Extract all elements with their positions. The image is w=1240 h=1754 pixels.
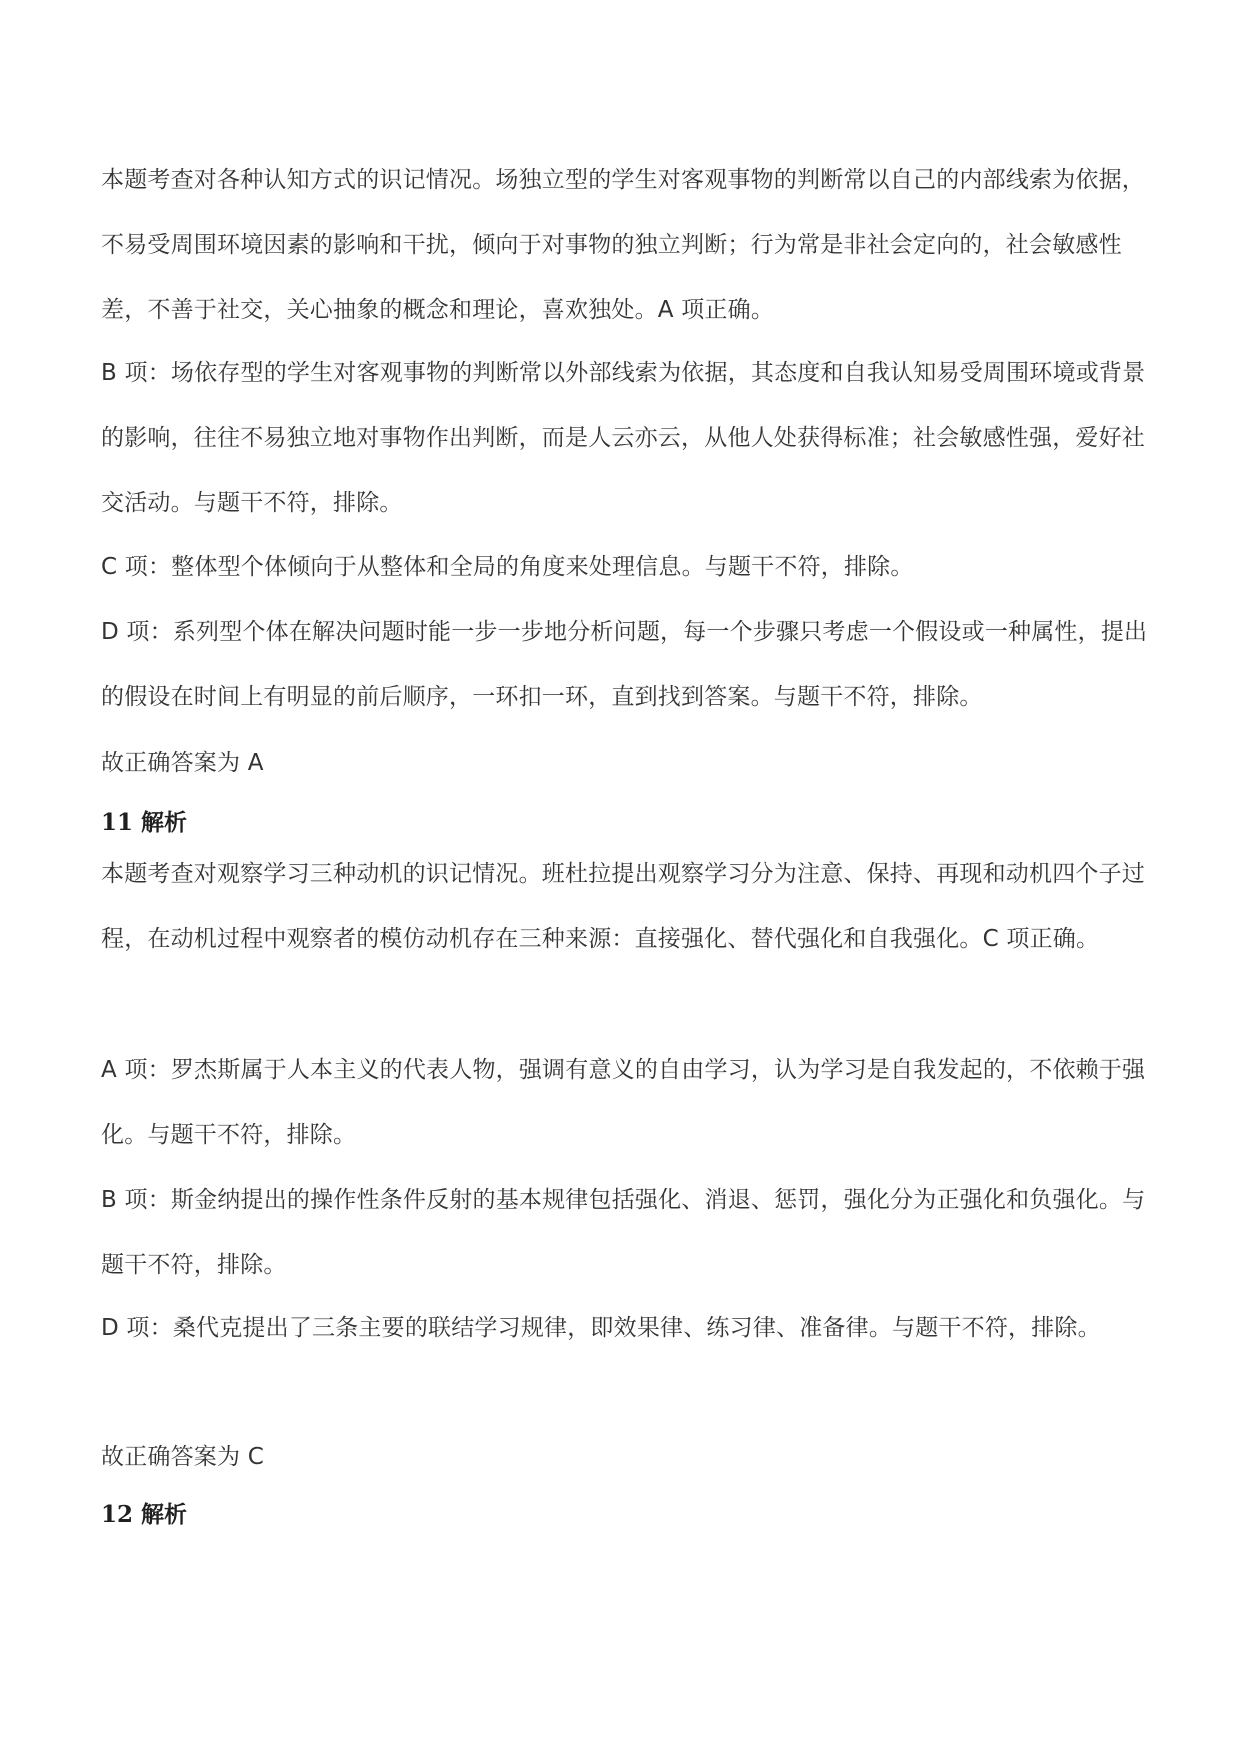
paragraph-option-b-10: B 项：场依存型的学生对客观事物的判断常以外部线索为依据，其态度和自我认知易受周围环境或背景的影响，往往不易独立地对事物作出判断，而是人云亦云，从他人处获得标准；社会敏感性强，爱好社交活动。与题干不符，排除。 xyxy=(101,360,1146,516)
paragraph-option-d-10: D 项：系列型个体在解决问题时能一步一步地分析问题，每一个步骤只考虑一个假设或一种属性，提出的假设在时间上有明显的前后顺序，一环扣一环，直到找到答案。与题干不符，排除。 xyxy=(101,619,1148,710)
section-heading-11: 11 解析 xyxy=(101,809,188,836)
paragraph-analysis-10: 本题考查对各种认知方式的识记情况。场独立型的学生对客观事物的判断常以自己的内部线索为依据，不易受周围环境因素的影响和干扰，倾向于对事物的独立判断；行为常是非社会定向的，社会敏感性差，不善于社交，关心抽象的概念和理论，喜欢独处。A 项正确。 xyxy=(101,167,1145,323)
section-heading-12: 12 解析 xyxy=(101,1501,188,1528)
paragraph-option-b-11: B 项：斯金纳提出的操作性条件反射的基本规律包括强化、消退、惩罚，强化分为正强化和负强化。与题干不符，排除。 xyxy=(101,1187,1146,1278)
paragraph-analysis-11: 本题考查对观察学习三种动机的识记情况。班杜拉提出观察学习分为注意、保持、再现和动机四个子过程，在动机过程中观察者的模仿动机存在三种来源：直接强化、替代强化和自我强化。C 项正确。 xyxy=(101,861,1145,952)
paragraph-option-a-11: A 项：罗杰斯属于人本主义的代表人物，强调有意义的自由学习，认为学习是自我发起的，不依赖于强化。与题干不符，排除。 xyxy=(101,1057,1146,1148)
paragraph-option-d-11: D 项：桑代克提出了三条主要的联结学习规律，即效果律、练习律、准备律。与题干不符，排除。 xyxy=(101,1315,1101,1341)
paragraph-option-c-10: C 项：整体型个体倾向于从整体和全局的角度来处理信息。与题干不符，排除。 xyxy=(101,554,914,580)
answer-line-11: 故正确答案为 C xyxy=(101,1444,264,1470)
answer-line-10: 故正确答案为 A xyxy=(101,750,264,776)
